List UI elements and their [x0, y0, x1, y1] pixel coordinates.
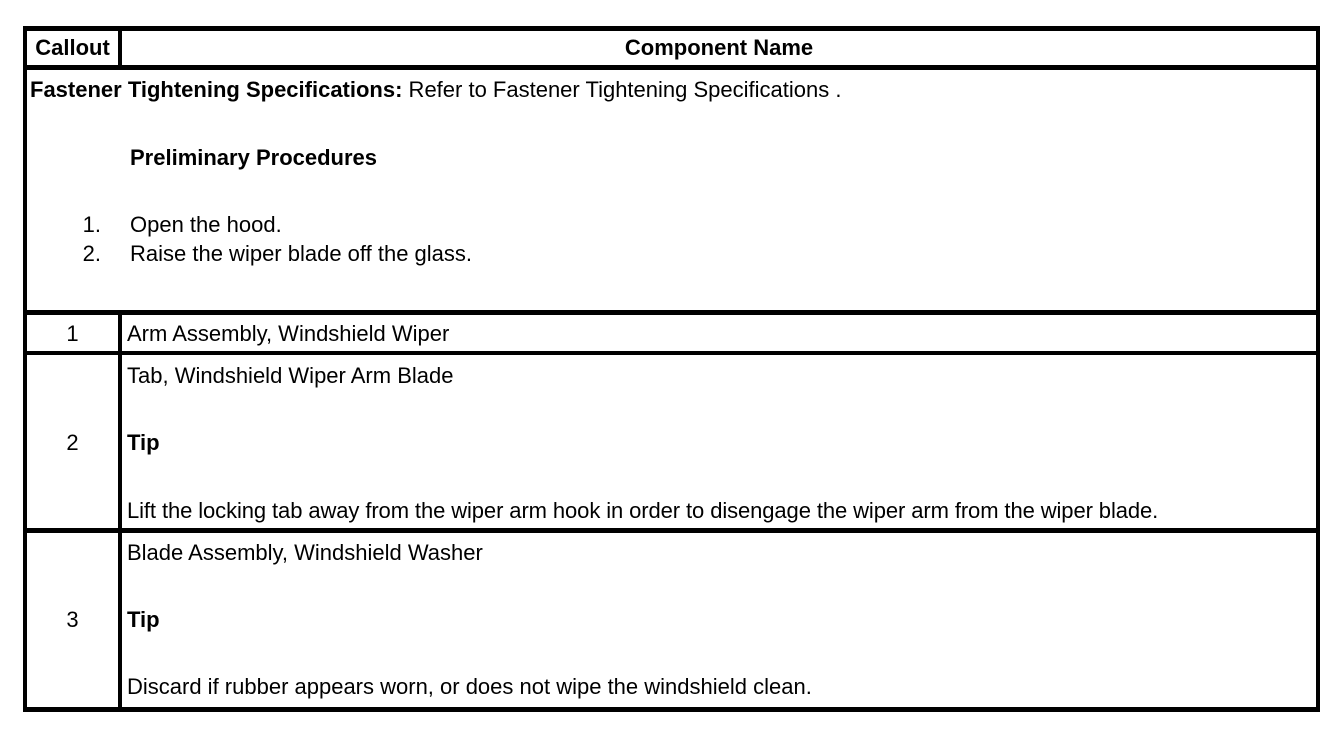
callout-1: 1 — [66, 321, 79, 346]
component-name-1: Arm Assembly, Windshield Wiper — [127, 321, 450, 346]
table-border-top — [23, 26, 1320, 31]
tip-text-2: Lift the locking tab away from the wiper arm hook in order to disengage the wiper arm from the wiper blade. — [127, 498, 1159, 523]
fastener-specs-label: Fastener Tightening Specifications: — [30, 77, 403, 102]
preliminary-title: Preliminary Procedures — [130, 145, 378, 170]
tip-label-3: Tip — [127, 607, 160, 632]
step-text-1: Open the hood. — [130, 212, 282, 237]
component-name-2: Tab, Windshield Wiper Arm Blade — [127, 363, 454, 388]
column-divider-rows — [118, 310, 122, 712]
header-component-name: Component Name — [624, 35, 814, 60]
fastener-specs-text: Refer to Fastener Tightening Specifications . — [402, 77, 842, 102]
fastener-specs-line — [30, 77, 841, 103]
tip-label-2: Tip — [127, 430, 160, 455]
step-number-1: 1. — [82, 212, 101, 237]
row2-divider — [23, 528, 1320, 533]
callout-3: 3 — [66, 607, 79, 632]
step-text-2: Raise the wiper blade off the glass. — [130, 241, 473, 266]
header-divider — [23, 65, 1320, 70]
component-name-3: Blade Assembly, Windshield Washer — [127, 540, 483, 565]
callout-2: 2 — [66, 430, 79, 455]
tip-text-3: Discard if rubber appears worn, or does not wipe the windshield clean. — [127, 674, 812, 699]
prelim-divider — [23, 310, 1320, 315]
table-border-right — [1316, 26, 1320, 712]
row1-divider — [23, 351, 1320, 355]
step-number-2: 2. — [82, 241, 101, 266]
table-border-bottom — [23, 707, 1320, 712]
header-callout: Callout — [35, 35, 110, 60]
component-table — [23, 26, 1320, 712]
